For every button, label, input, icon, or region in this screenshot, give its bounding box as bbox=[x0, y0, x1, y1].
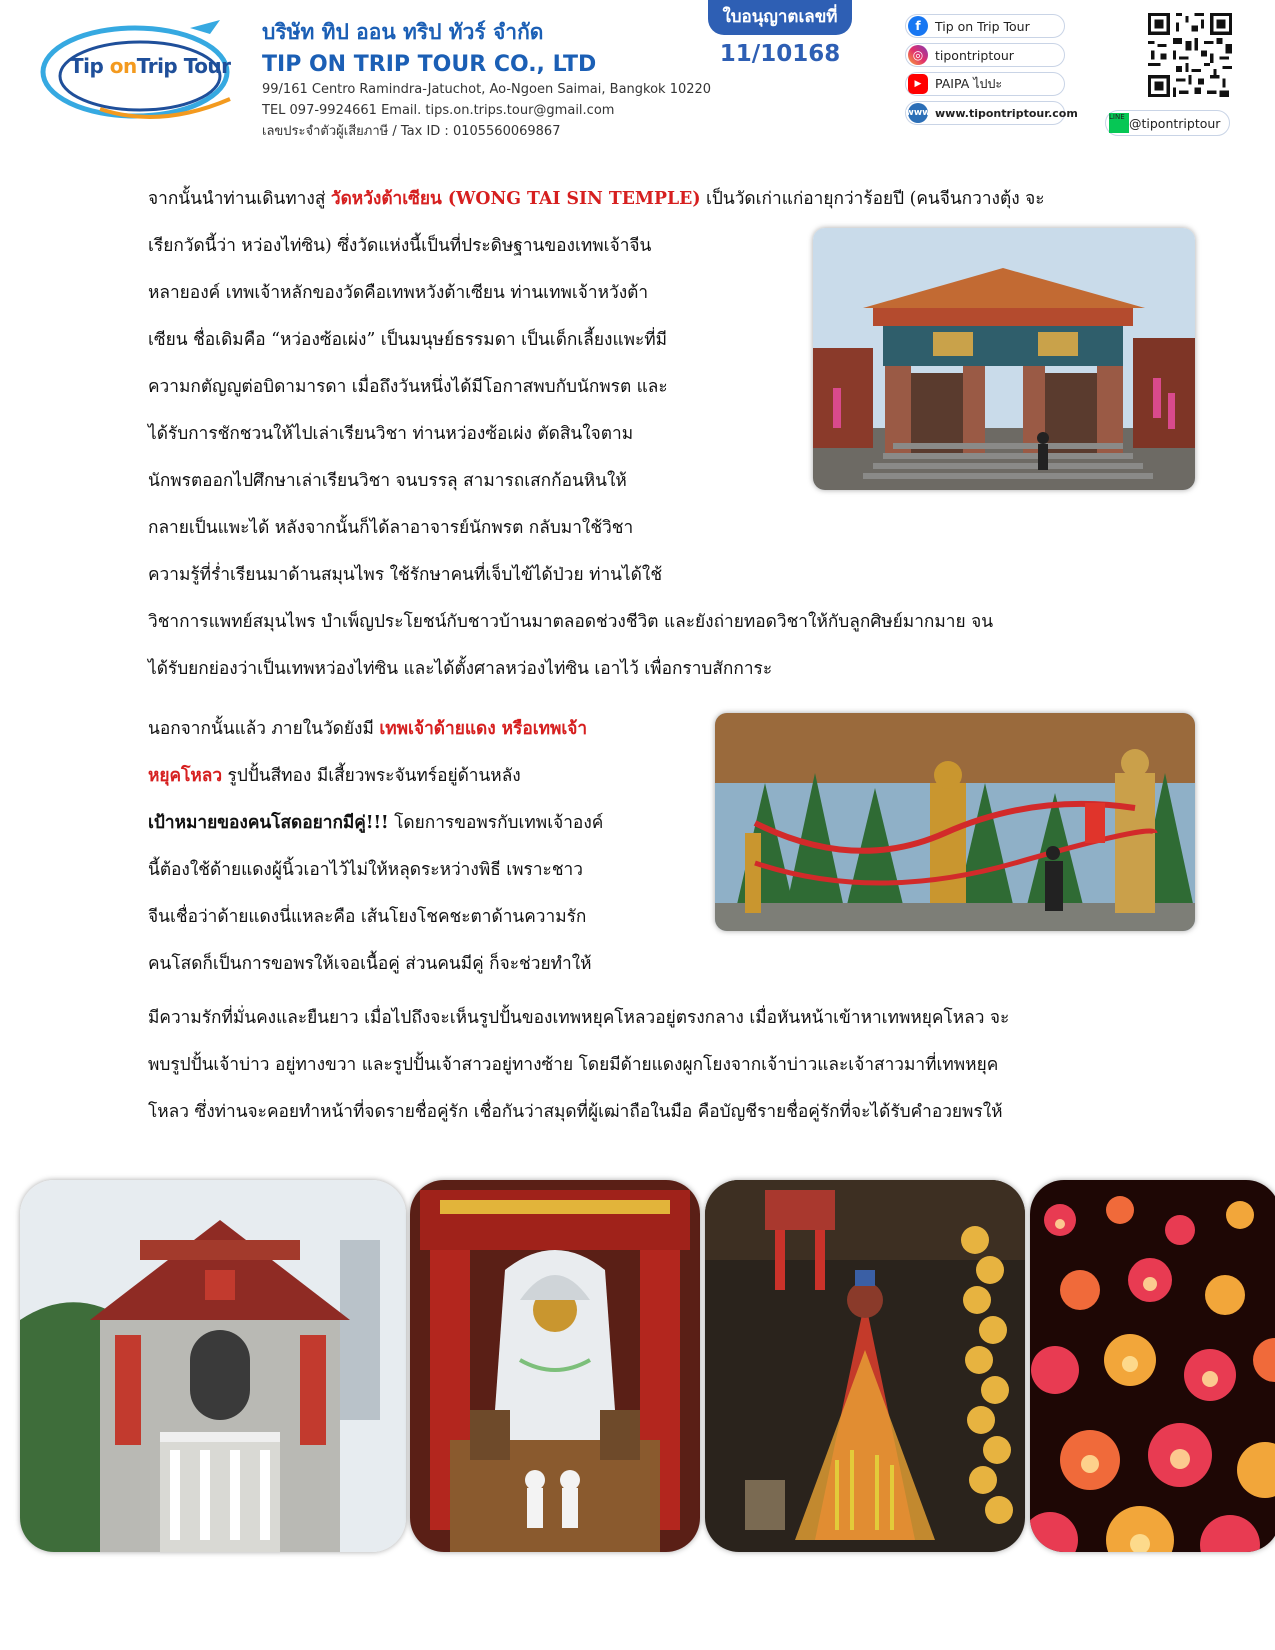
section1-line-5: ความกตัญญูต่อบิดามารดา เมื่อถึงวันหนึ่งได้มีโอกาสพบกับนักพรต และ bbox=[148, 377, 668, 397]
section1-line-10: วิชาการแพทย์สมุนไพร บำเพ็ญประโยชน์กับชาวบ้านมาตลอดช่วงชีวิต และยังถ่ายทอดวิชาให้กับลูกศิษย์มากมาย จน bbox=[148, 612, 994, 632]
instagram-icon: ◎ bbox=[908, 45, 928, 65]
company-contact: TEL 097-9924661 Email. tips.on.trips.tour@gmail.com bbox=[262, 103, 615, 118]
incense-shrine-photo bbox=[705, 1180, 1025, 1552]
logo-wordmark: Tip onTrip Tour bbox=[70, 54, 231, 78]
section2-line-9: โหลว ซึ่งท่านจะคอยทำหน้าที่จดรายชื่อคู่รัก เชื่อกันว่าสมุดที่ผู้เฒ่าถือในมือ คือบัญชีรายชื่อคู่รักที่จะได้รับคำอวยพรให้ bbox=[148, 1102, 1003, 1122]
section2-line-1: นอกจากนั้นแล้ว ภายในวัดยังมี เทพเจ้าด้ายแดง หรือเทพเจ้า bbox=[148, 719, 588, 739]
line-icon: LINE bbox=[1109, 113, 1129, 133]
line-label: @tipontriptour bbox=[1129, 115, 1221, 131]
instagram-link[interactable] bbox=[905, 43, 1065, 67]
section1-line-8: กลายเป็นแพะได้ หลังจากนั้นก็ได้ลาอาจารย์นักพรต กลับมาใช้วิชา bbox=[148, 518, 634, 538]
license-label: ใบอนุญาตเลขที่ bbox=[708, 0, 851, 35]
temple-tower-photo bbox=[20, 1180, 406, 1552]
section1-line-7: นักพรตออกไปศึกษาเล่าเรียนวิชา จนบรรลุ สามารถเสกก้อนหินให้ bbox=[148, 471, 627, 491]
social-links bbox=[905, 14, 1078, 130]
singles-goal-highlight: เป้าหมายของคนโสดอยากมีคู่!!! bbox=[148, 813, 389, 833]
youtube-icon: ▶ bbox=[908, 74, 928, 94]
section1-line-1: จากนั้นนำท่านเดินทางสู่ วัดหวังต้าเซียน (WONG TAI SIN TEMPLE) เป็นวัดเก่าแก่อายุกว่าร้อยปี (คนจีนกวางตุ้ง จะ bbox=[148, 189, 1045, 209]
website-label: www.tipontriptour.com bbox=[935, 106, 1078, 120]
globe-icon: www bbox=[908, 103, 928, 123]
yuet-lo-highlight: หยุคโหลว bbox=[148, 766, 223, 786]
page-header bbox=[0, 0, 1275, 140]
wong-tai-sin-temple-highlight: วัดหวังต้าเซียน (WONG TAI SIN TEMPLE) bbox=[330, 189, 701, 209]
instagram-label: tipontriptour bbox=[935, 47, 1014, 63]
section1-line-11: ได้รับยกย่องว่าเป็นเทพหว่องไท่ซิน และได้ตั้งศาลหว่องไท่ซิน เอาไว้ เพื่อกราบสักการะ bbox=[148, 659, 773, 679]
section2-line-2: หยุคโหลว รูปปั้นสีทอง มีเสี้ยวพระจันทร์อยู่ด้านหลัง bbox=[148, 766, 521, 786]
company-address: 99/161 Centro Ramindra-Jatuchot, Ao-Ngoen Saimai, Bangkok 10220 bbox=[262, 82, 712, 97]
section1-line-6: ได้รับการชักชวนให้ไปเล่าเรียนวิชา ท่านหว่องซ้อเผ่ง ตัดสินใจตาม bbox=[148, 424, 634, 444]
wong-tai-sin-gate-photo bbox=[813, 228, 1195, 490]
website-link[interactable] bbox=[905, 101, 1078, 125]
company-tax-id: เลขประจำตัวผู้เสียภาษี / Tax ID : 0105560069867 bbox=[262, 124, 561, 139]
red-thread-god-highlight: เทพเจ้าด้ายแดง หรือเทพเจ้า bbox=[379, 719, 588, 739]
license-number: 11/10168 bbox=[719, 41, 841, 67]
lotus-lanterns-photo bbox=[1030, 1180, 1275, 1552]
section2-line-4: นี้ต้องใช้ด้ายแดงผู้นิ้วเอาไว้ไม่ให้หลุดระหว่างพิธี เพราะชาว bbox=[148, 860, 583, 880]
youtube-label: PAIPA ไปปะ bbox=[935, 76, 1003, 91]
section2-line-6: คนโสดก็เป็นการขอพรให้เจอเนื้อคู่ ส่วนคนมีคู่ ก็จะช่วยทำให้ bbox=[148, 954, 592, 974]
qr-code-graphic bbox=[1145, 10, 1235, 100]
company-name-thai: บริษัท ทิป ออน ทริป ทัวร์ จำกัด bbox=[262, 20, 544, 44]
section2-line-8: พบรูปปั้นเจ้าบ่าว อยู่ทางขวา และรูปปั้นเจ้าสาวอยู่ทางซ้าย โดยมีด้ายแดงผูกโยงจากเจ้าบ่าวและเจ้าสาวมาที่เทพหยุค bbox=[148, 1055, 999, 1075]
red-thread-god-photo bbox=[715, 713, 1195, 931]
youtube-link[interactable] bbox=[905, 72, 1065, 96]
line-link[interactable] bbox=[1105, 110, 1230, 136]
section1-line-2: เรียกวัดนี้ว่า หว่องไท่ซิน) ซึ่งวัดแห่งนี้เป็นที่ประดิษฐานของเทพเจ้าจีน bbox=[148, 236, 652, 256]
goddess-statue-photo bbox=[410, 1180, 700, 1552]
section1-line-9: ความรู้ที่ร่ำเรียนมาด้านสมุนไพร ใช้รักษาคนที่เจ็บไข้ได้ป่วย ท่านได้ใช้ bbox=[148, 565, 663, 585]
facebook-label: Tip on Trip Tour bbox=[935, 18, 1030, 34]
company-logo bbox=[40, 14, 240, 124]
company-info bbox=[262, 16, 711, 140]
license-block bbox=[695, 0, 865, 70]
section2-line-5: จีนเชื่อว่าด้ายแดงนี่แหละคือ เส้นโยงโชคชะตาด้านความรัก bbox=[148, 907, 587, 927]
qr-code[interactable] bbox=[1145, 10, 1235, 100]
section1-line-4: เซียน ชื่อเดิมคือ “หว่องซ้อเผ่ง” เป็นมนุษย์ธรรมดา เป็นเด็กเลี้ยงแพะที่มี bbox=[148, 330, 668, 350]
section2-line-7: มีความรักที่มั่นคงและยืนยาว เมื่อไปถึงจะเห็นรูปปั้นของเทพหยุคโหลวอยู่ตรงกลาง เมื่อหันหน้าเข้าหาเทพหยุคโหลว จะ bbox=[148, 1008, 1010, 1028]
section2-line-3: เป้าหมายของคนโสดอยากมีคู่!!! โดยการขอพรกับเทพเจ้าองค์ bbox=[148, 813, 604, 833]
facebook-link[interactable] bbox=[905, 14, 1065, 38]
company-name-english: TIP ON TRIP TOUR CO., LTD bbox=[262, 52, 597, 77]
section1-line-3: หลายองค์ เทพเจ้าหลักของวัดคือเทพหวังต้าเซียน ท่านเทพเจ้าหวังต้า bbox=[148, 283, 649, 303]
facebook-icon: f bbox=[908, 16, 928, 36]
